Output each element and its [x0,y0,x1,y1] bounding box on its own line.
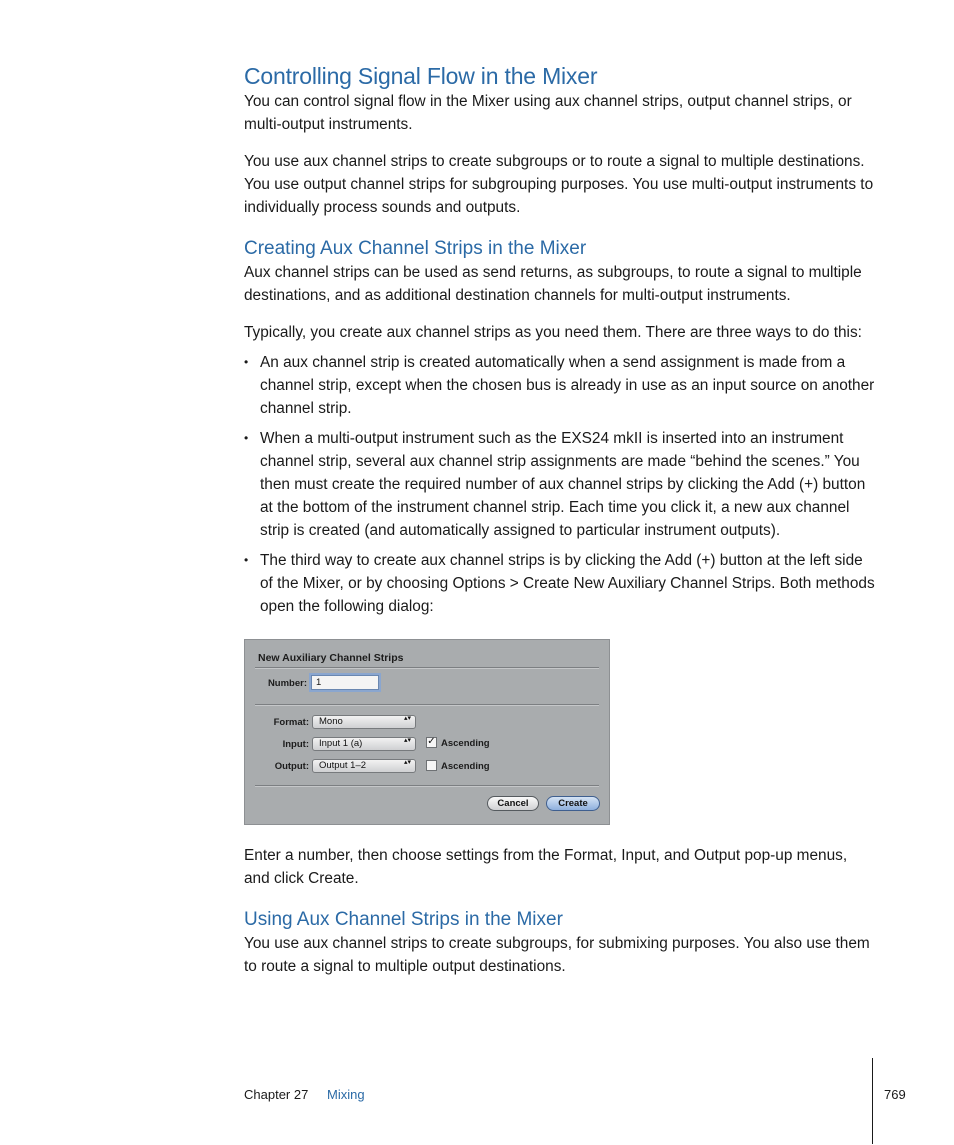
checkmark-icon: ✓ [427,736,436,747]
using-paragraph-1: You use aux channel strips to create subgroups, for submixing purposes. You also use them to route a signal to multiple output destinations. [244,935,870,975]
list-item: • The third way to create aux channel strips is by clicking the Add (+) button at the left side of the Mixer, or by choosing Options > Create New Auxiliary Channel Strips. Both methods open the following dialog: [244,549,876,618]
cancel-button[interactable]: Cancel [487,796,539,811]
format-popup[interactable] [312,715,416,729]
section-heading-creating-aux: Creating Aux Channel Strips in the Mixer [244,238,587,259]
output-popup-value: Output 1–2 [319,760,367,771]
creating-paragraph-3: Enter a number, then choose settings from the Format, Input, and Output pop-up menus, and click Create. [244,847,848,887]
format-label: Format: [273,717,309,728]
footer-divider [872,1058,873,1144]
number-label: Number: [267,678,307,689]
create-button[interactable]: Create [546,796,600,811]
input-ascending-label: Ascending [441,738,490,749]
dialog-title: New Auxiliary Channel Strips [258,652,404,664]
dialog-divider [255,704,599,706]
format-popup-value: Mono [319,716,343,727]
new-aux-channel-strips-dialog-screenshot [244,639,610,825]
dialog-divider [255,785,599,787]
intro-paragraph-1: You can control signal flow in the Mixer using aux channel strips, output channel strips, or multi-output instruments. [244,93,852,133]
input-popup[interactable] [312,737,416,751]
output-popup[interactable] [312,759,416,773]
creating-paragraph-1: Aux channel strips can be used as send returns, as subgroups, to route a signal to multiple destinations, and as additional destination channels for multi-output instruments. [244,264,862,304]
input-ascending-checkbox[interactable] [426,737,437,748]
dialog-divider [255,667,599,669]
input-popup-value: Input 1 (a) [319,738,363,749]
footer-chapter: Chapter 27 [244,1087,309,1102]
output-ascending-checkbox[interactable] [426,760,437,771]
popup-arrows-icon: ▴▾ [403,715,411,722]
number-input[interactable]: 1 [311,675,379,690]
section-heading-using-aux: Using Aux Channel Strips in the Mixer [244,909,563,930]
page-number: 769 [884,1087,906,1102]
output-ascending-label: Ascending [441,761,490,772]
output-label: Output: [274,761,309,772]
list-item: • An aux channel strip is created automatically when a send assignment is made from a channel strip, except when the chosen bus is already in use as an input source on another channel strip. [244,351,876,420]
popup-arrows-icon: ▴▾ [403,737,411,744]
page-title: Controlling Signal Flow in the Mixer [244,63,598,89]
footer-section-name: Mixing [327,1087,365,1102]
bullet-list [244,351,876,618]
intro-paragraph-2: You use aux channel strips to create subgroups or to route a signal to multiple destinations. You use output channel strips for subgrouping purposes. You use multi-output instruments to individually process sounds and outputs. [244,153,874,216]
page-content [244,62,876,978]
popup-arrows-icon: ▴▾ [403,759,411,766]
input-label: Input: [282,739,309,750]
list-item: • When a multi-output instrument such as the EXS24 mkII is inserted into an instrument channel strip, several aux channel strip assignments are made “behind the scenes.” You then must create the required number of aux channel strips by clicking the Add (+) button at the bottom of the instrument channel strip. Each time you click it, a new aux channel strip is created (and automatically assigned to particular instrument outputs). [244,427,876,542]
creating-paragraph-2: Typically, you create aux channel strips as you need them. There are three ways to do this: [244,324,862,341]
